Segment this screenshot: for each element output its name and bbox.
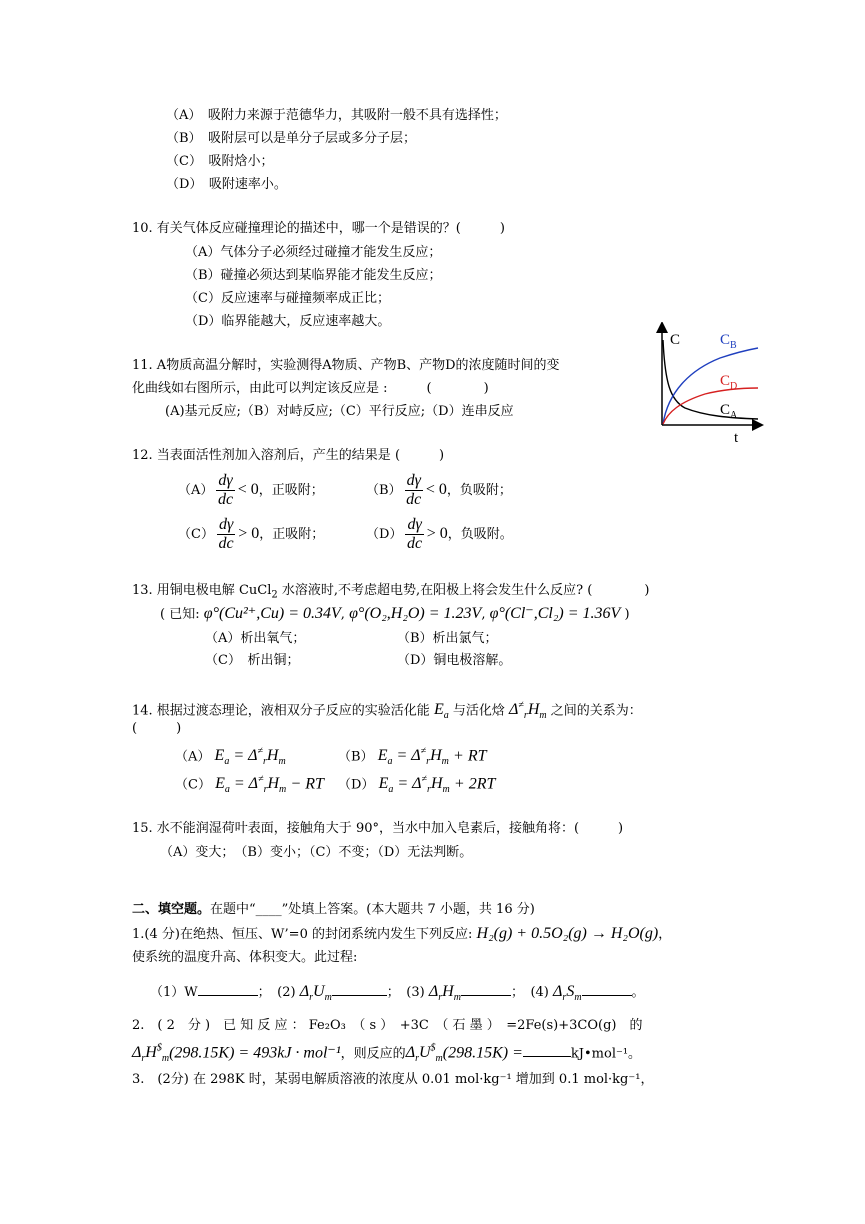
q13-option-c: （C） 析出铜； — [205, 653, 300, 668]
q15-stem: 15. 水不能润湿荷叶表面，接触角大于 90°，当水中加入皂素后，接触角将：( ) — [132, 821, 624, 836]
x-axis-label: t — [734, 430, 739, 446]
q10-option-b: （B）碰撞必须达到某临界能才能发生反应； — [185, 268, 442, 283]
blank-du-value — [523, 1044, 571, 1057]
curve-b-label: $C_B$ — [720, 332, 737, 351]
q14-answer-paren: ( ) — [132, 721, 182, 736]
fill-1-blanks: （1）W ； (2) $\Delta_rU_m$ ； (3) $\Delta_rH_m$ ； (4) $\Delta_rS_m$ 。 — [150, 983, 645, 1004]
q13-known-values: ( 已知: φ°(Cu²⁺,Cu) = 0.34V, φ°(O₂,H₂O) = 1.23V, φ°(Cl⁻,Cl₂) = 1.36V ) — [160, 605, 630, 622]
fill-2-line2: $\Delta_rH^{\$}_m(298.15K) = 493kJ \cdot mol^{-1}$，则反应的$\Delta_rU^{\$}_m(298.15K)$ = kJ•mol⁻¹。 — [132, 1043, 642, 1065]
concentration-time-figure — [650, 322, 765, 447]
q10-option-d: （D）临界能越大，反应速率越大。 — [185, 314, 391, 329]
q13-option-b: （B）析出氯气； — [397, 631, 498, 646]
blank-du — [332, 983, 387, 996]
q11-stem-line1: 11. A物质高温分解时，实验测得A物质、产物B、产物D的浓度随时间的变 — [132, 358, 560, 373]
q12-option-d: （D） $\frac{d\gamma}{dc}$ > 0，负吸附。 — [366, 516, 513, 552]
q14-option-b: （B） $E_a = \Delta^\ne_rH_m$ + RT — [338, 746, 487, 768]
fill-3-line1: 3. (2分) 在 298K 时，某弱电解质溶液的浓度从 0.01 mol·kg⁻¹ 增加到 0.1 mol·kg⁻¹， — [132, 1072, 654, 1087]
q14-option-c: （C） $E_a = \Delta^\ne_rH_m$ − RT — [175, 774, 324, 796]
q13-stem: 13. 用铜电极电解 CuCl$_2$ 水溶液时,不考虑超电势,在阳极上将会发生什么反应? ( ) — [132, 583, 650, 601]
fill-1-line2: 使系统的温度升高、体积变大。此过程: — [132, 950, 358, 965]
fill-2-line1: 2. ( 2 分 ) 已 知 反 应 ： Fe₂O₃ （ s ） +3C （ 石 墨 ） =2Fe(s)+3CO(g) 的 — [132, 1018, 643, 1033]
q14-stem: 14. 根据过渡态理论，液相双分子反应的实验活化能 $E_a$ 与活化焓 $\Delta^\ne_rH_m$ 之间的关系为： — [132, 700, 642, 722]
fill-1-stem: 1.(4 分)在绝热、恒压、W’=0 的封闭系统内发生下列反应: H₂(g) + 0.5O₂(g) → H₂O(g)， — [132, 925, 672, 942]
q14-option-d: （D） $E_a = \Delta^\ne_rH_m + 2RT$ — [338, 774, 496, 796]
q12-option-b: （B） $\frac{d\gamma}{dc}$ < 0，负吸附； — [366, 472, 512, 508]
q9-option-a: （A） 吸附力来源于范德华力，其吸附一般不具有选择性； — [166, 108, 507, 123]
q10-option-c: （C）反应速率与碰撞频率成正比； — [185, 291, 390, 306]
curve-d-label: $C_D$ — [720, 373, 738, 392]
section-2-heading: 二、填空题。在题中“____”处填上答案。(本大题共 7 小题，共 16 分) — [132, 902, 535, 917]
q14-option-a: （A） $E_a = \Delta^\ne_rH_m$ — [175, 746, 286, 768]
q12-option-a: （A） $\frac{d\gamma}{dc}$ < 0，正吸附； — [178, 472, 324, 508]
q10-stem: 10. 有关气体反应碰撞理论的描述中，哪一个是错误的？( ) — [132, 221, 505, 236]
q9-option-d: （D） 吸附速率小。 — [166, 177, 287, 192]
q11-options: (A)基元反应;（B）对峙反应;（C）平行反应;（D）连串反应 — [165, 404, 514, 419]
curve-a-label: $C_A$ — [720, 402, 738, 421]
y-axis-label: C — [670, 332, 681, 348]
q12-option-c: （C） $\frac{d\gamma}{dc}$ > 0，正吸附； — [178, 516, 325, 552]
blank-ds — [582, 983, 632, 996]
q12-stem: 12. 当表面活性剂加入溶剂后，产生的结果是 ( ) — [132, 448, 445, 463]
curve-b — [663, 348, 758, 424]
q15-options: （A）变大； （B）变小；（C）不变；（D）无法判断。 — [160, 845, 473, 860]
blank-dh — [461, 983, 511, 996]
q10-option-a: （A）气体分子必须经过碰撞才能发生反应； — [185, 245, 442, 260]
q9-option-c: （C） 吸附焓小； — [166, 154, 274, 169]
q13-option-d: （D）铜电极溶解。 — [397, 653, 512, 668]
q9-option-b: （B） 吸附层可以是单分子层或多分子层； — [166, 131, 417, 146]
blank-w — [198, 983, 258, 996]
dgamma-dc-fraction: $\frac{d\gamma}{dc}$ — [217, 472, 234, 508]
q11-stem-line2: 化曲线如右图所示，由此可以判定该反应是 : ( ) — [132, 381, 489, 396]
q13-option-a: （A）析出氧气； — [205, 631, 306, 646]
